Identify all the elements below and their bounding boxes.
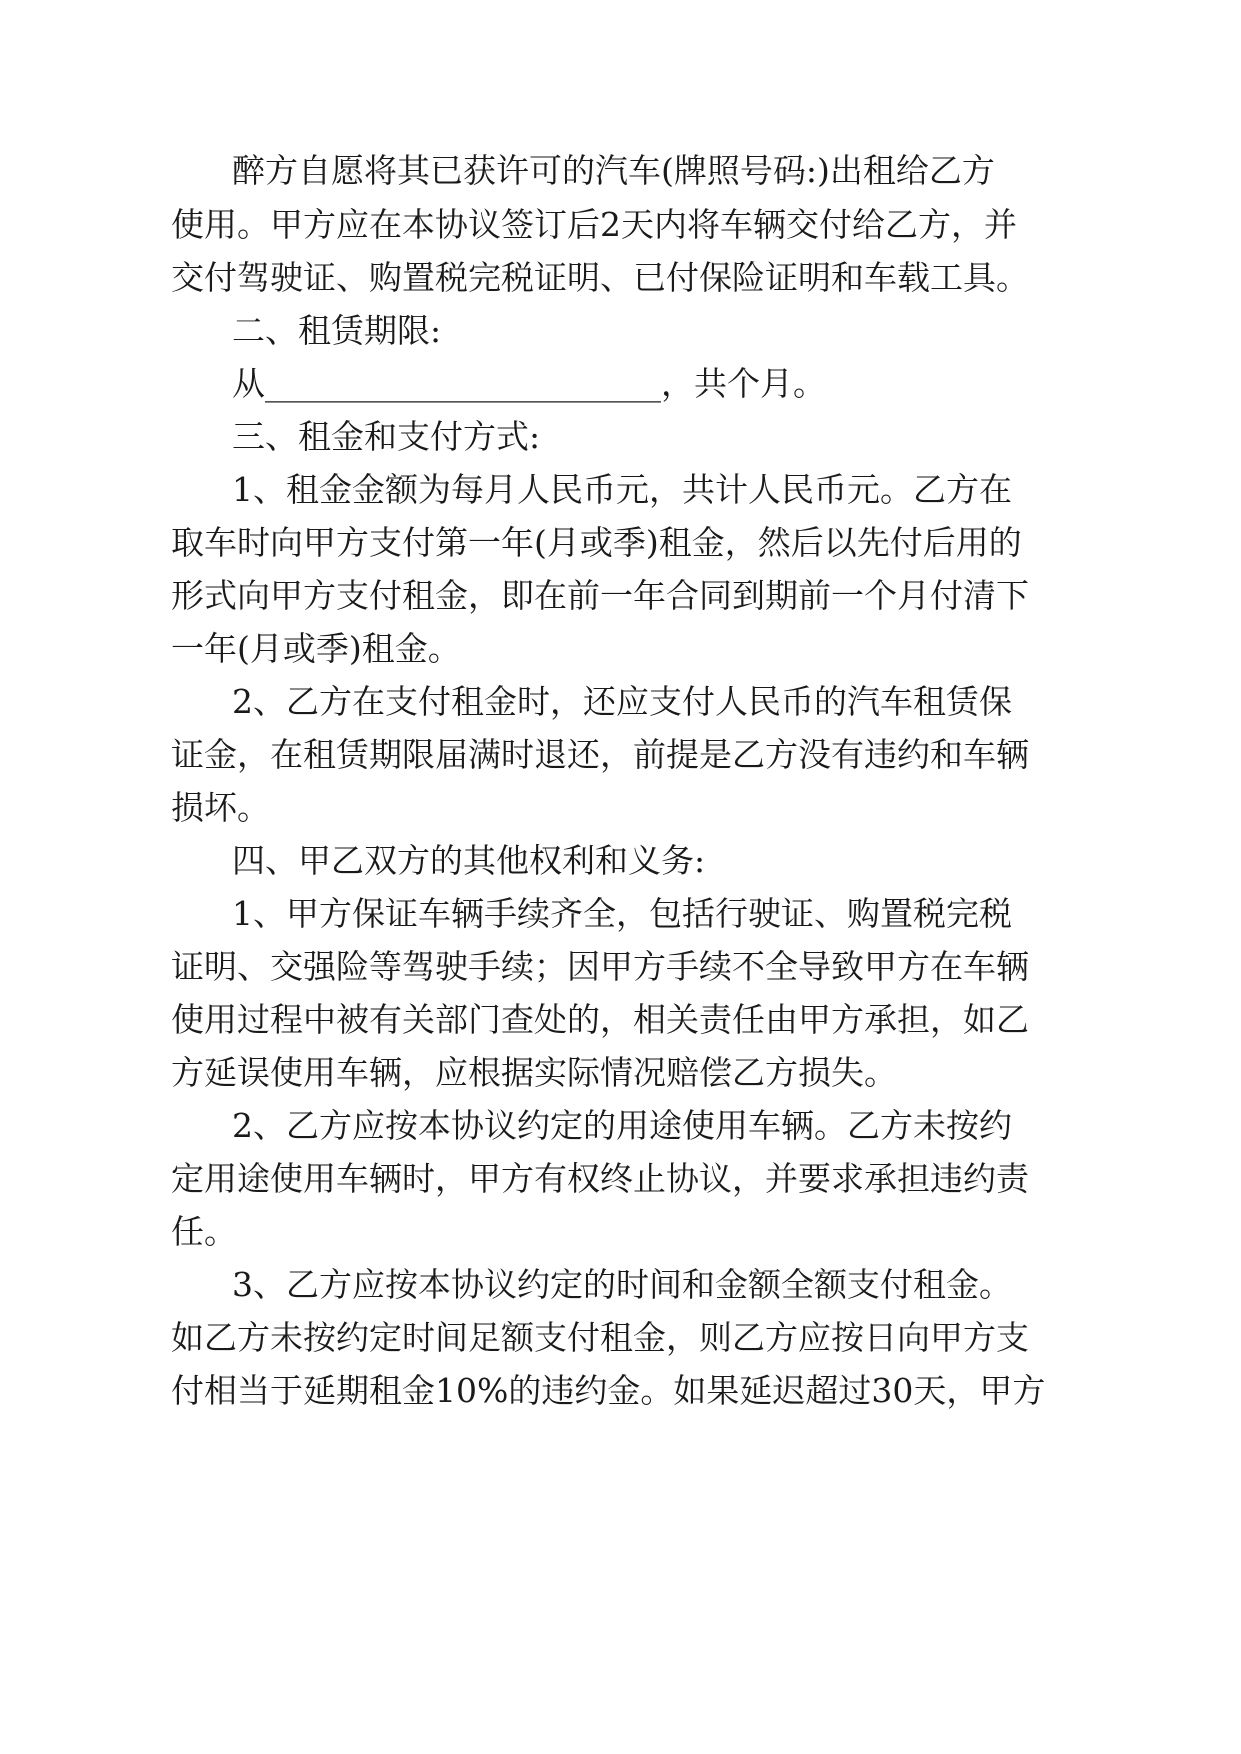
rights-clause-2-line-1: 2、乙方应按本协议约定的用途使用车辆。乙方未按约 [232, 1106, 1012, 1145]
rights-clause-2-line-3: 任。 [171, 1212, 237, 1251]
paragraph-1-line-2: 使用。甲方应在本协议签订后2天内将车辆交付给乙方，并 [171, 205, 1017, 244]
rights-clause-2-line-2: 定用途使用车辆时，甲方有权终止协议，并要求承担违约责 [171, 1159, 1029, 1198]
section-heading-rent-payment: 三、租金和支付方式: [232, 417, 541, 456]
rights-clause-1-line-4: 方延误使用车辆，应根据实际情况赔偿乙方损失。 [171, 1053, 897, 1092]
rent-clause-1-line-2: 取车时向甲方支付第一年(月或季)租金，然后以先付后用的 [171, 523, 1022, 562]
rights-clause-3-line-2: 如乙方未按约定时间足额支付租金，则乙方应按日向甲方支 [171, 1318, 1029, 1357]
paragraph-1-line-3: 交付驾驶证、购置税完税证明、已付保险证明和车载工具。 [171, 258, 1029, 297]
rent-clause-2-line-2: 证金，在租赁期限届满时退还，前提是乙方没有违约和车辆 [171, 735, 1029, 774]
paragraph-1-line-1: 醉方自愿将其已获许可的汽车(牌照号码:)出租给乙方 [232, 151, 995, 190]
lease-period-line: 从________________________，共个月。 [232, 364, 826, 403]
rights-clause-1-line-3: 使用过程中被有关部门查处的，相关责任由甲方承担，如乙 [171, 1000, 1029, 1039]
section-heading-rights-obligations: 四、甲乙双方的其他权利和义务: [232, 841, 706, 880]
rent-clause-2-line-3: 损坏。 [171, 788, 270, 827]
rent-clause-2-line-1: 2、乙方在支付租金时，还应支付人民币的汽车租赁保 [232, 682, 1012, 721]
rights-clause-1-line-2: 证明、交强险等驾驶手续；因甲方手续不全导致甲方在车辆 [171, 947, 1029, 986]
rights-clause-3-line-3: 付相当于延期租金10%的违约金。如果延迟超过30天，甲方 [171, 1371, 1046, 1410]
rent-clause-1-line-3: 形式向甲方支付租金，即在前一年合同到期前一个月付清下 [171, 576, 1029, 615]
rights-clause-1-line-1: 1、甲方保证车辆手续齐全，包括行驶证、购置税完税 [232, 894, 1012, 933]
section-heading-lease-term: 二、租赁期限: [232, 311, 442, 350]
rights-clause-3-line-1: 3、乙方应按本协议约定的时间和金额全额支付租金。 [232, 1265, 1012, 1304]
rent-clause-1-line-4: 一年(月或季)租金。 [171, 629, 461, 668]
rent-clause-1-line-1: 1、租金金额为每月人民币元，共计人民币元。乙方在 [232, 470, 1012, 509]
